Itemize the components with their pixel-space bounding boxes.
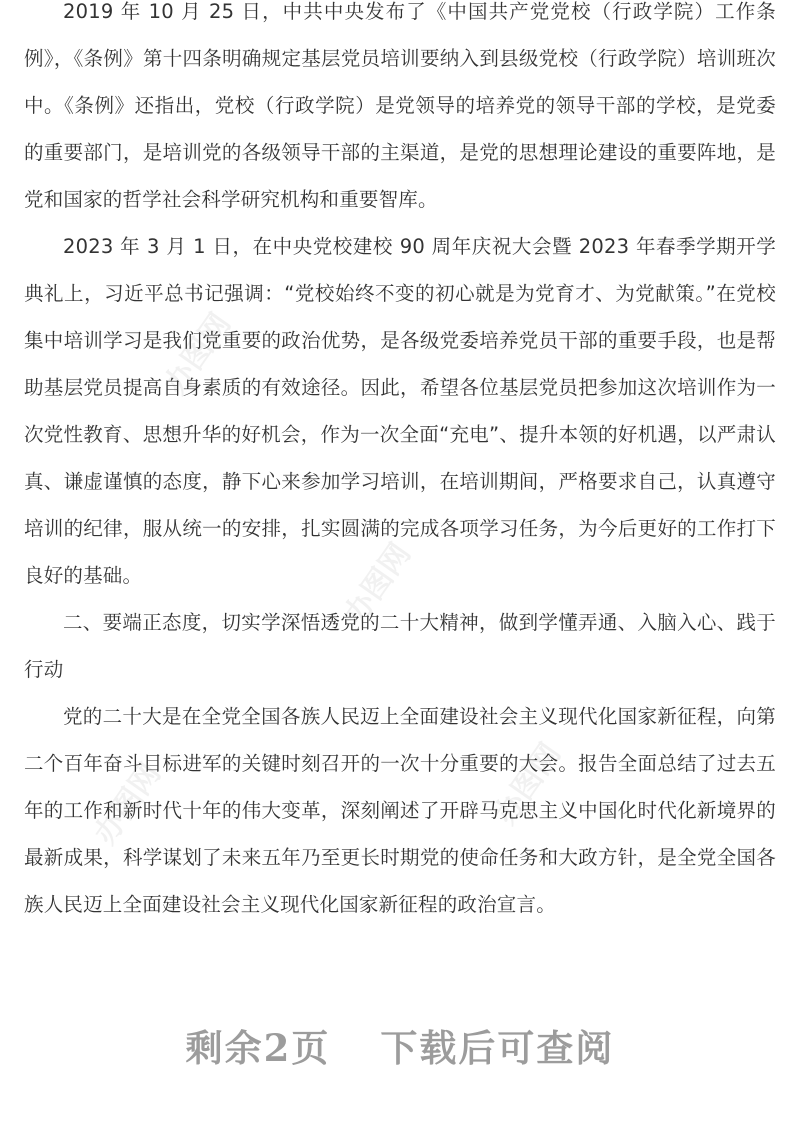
remaining-pages-label: 剩余2页 [185, 1026, 331, 1070]
watermark: 办图网 [87, 757, 169, 851]
watermark: 办图网 [337, 537, 419, 631]
download-to-view-label: 下载后可查阅 [380, 1026, 615, 1070]
watermark: 办图网 [487, 737, 569, 831]
watermark: 办图网 [157, 307, 239, 401]
section-heading: 二、要端正态度，切实学深悟透党的二十大精神，做到学懂弄通、入脑入心、践于行动 [24, 611, 776, 681]
paragraph: 2019 年 10 月 25 日，中共中央发布了《中国共产党党校（行政学院）工作条例》，《条例》第十四条明确规定基层党员培训要纳入到县级党校（行政学院）培训班次中。《条例》还指出，党校（行政学院）是党领导的培养党的领导干部的学校，是党委的重要部门，是培训党的各级领导干部的主渠道，是党的思想理论建设的重要阵地，是党和国家的哲学社会科学研究机构和重要智库。 [24, 0, 776, 211]
paragraph: 党的二十大是在全党全国各族人民迈上全面建设社会主义现代化国家新征程，向第二个百年奋斗目标进军的关键时刻召开的一次十分重要的大会。报告全面总结了过去五年的工作和新时代十年的伟大变革，深刻阐述了开辟马克思主义中国化时代化新境界的最新成果，科学谋划了未来五年乃至更长时期党的使命任务和大政方针，是全党全国各族人民迈上全面建设社会主义现代化国家新征程的政治宣言。 [24, 705, 776, 916]
download-prompt[interactable] [0, 1018, 800, 1072]
paragraph: 2023 年 3 月 1 日，在中央党校建校 90 周年庆祝大会暨 2023 年春季学期开学典礼上，习近平总书记强调：“党校始终不变的初心就是为党育才、为党献策。”在党校集中培训学习是我们党重要的政治优势，是各级党委培养党员干部的重要手段，也是帮助基层党员提高自身素质的有效途径。因此，希望各位基层党员把参加这次培训作为一次党性教育、思想升华的好机会，作为一次全面“充电”、提升本领的好机遇，以严肃认真、谦虚谨慎的态度，静下心来参加学习培训，在培训期间，严格要求自己，认真遵守培训的纪律，服从统一的安排，扎实圆满的完成各项学习任务，为今后更好的工作打下良好的基础。 [24, 235, 776, 587]
document-body [24, 0, 776, 928]
